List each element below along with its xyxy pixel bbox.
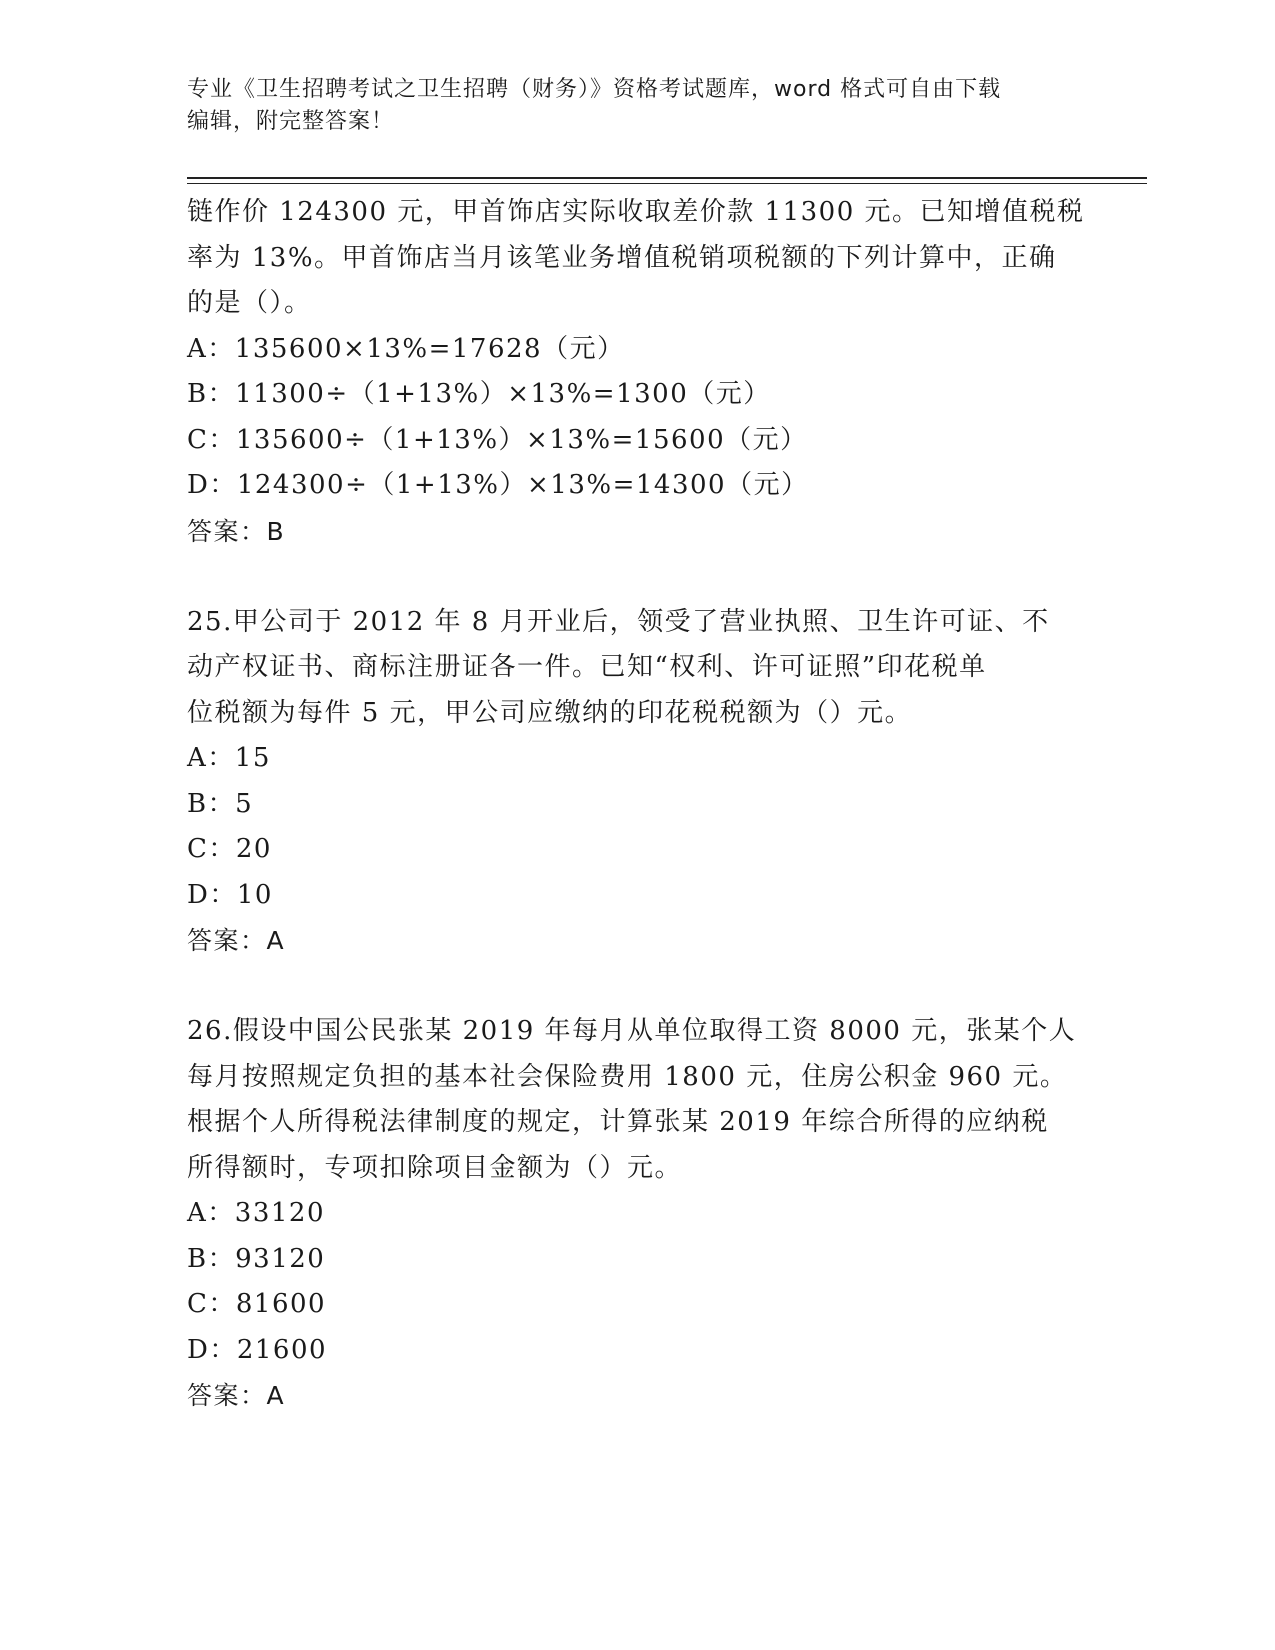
spacer <box>187 554 1087 600</box>
option-a: A：135600×13%=17628（元） <box>187 333 625 364</box>
question-text-line: 链作价 124300 元，甲首饰店实际收取差价款 11300 元。已知增值税税 <box>187 197 1085 227</box>
question-text-line: 所得额时，专项扣除项目金额为（）元。 <box>187 1152 683 1183</box>
header-line-1: 专业《卫生招聘考试之卫生招聘（财务）》资格考试题库，word 格式可自由下载 <box>187 77 1002 102</box>
question-text-line: 25.甲公司于 2012 年 8 月开业后，领受了营业执照、卫生许可证、不 <box>187 606 1050 637</box>
spacer <box>187 964 1087 1010</box>
document-body <box>187 190 1087 1419</box>
header-divider-thick <box>187 177 1147 179</box>
question-26 <box>187 1009 1087 1419</box>
question-text-line: 根据个人所得税法律制度的规定，计算张某 2019 年综合所得的应纳税 <box>187 1107 1049 1137</box>
option-c: C：135600÷（1+13%）×13%=15600（元） <box>187 424 808 455</box>
option-c: C：81600 <box>187 1289 327 1319</box>
answer: 答案：A <box>187 926 286 955</box>
option-c: C：20 <box>187 834 272 864</box>
question-text-line: 动产权证书、商标注册证各一件。已知“权利、许可证照”印花税单 <box>187 652 987 682</box>
header-divider-thin <box>187 183 1147 184</box>
option-d: D：21600 <box>187 1334 328 1365</box>
question-text-line: 率为 13%。甲首饰店当月该笔业务增值税销项税额的下列计算中，正确 <box>187 242 1057 273</box>
question-text-line: 每月按照规定负担的基本社会保险费用 1800 元，住房公积金 960 元。 <box>187 1061 1068 1092</box>
page-header <box>187 74 1087 138</box>
option-d: D：124300÷（1+13%）×13%=14300（元） <box>187 470 809 500</box>
answer: 答案：A <box>187 1381 286 1410</box>
option-d: D：10 <box>187 879 273 910</box>
option-a: A：33120 <box>187 1198 325 1228</box>
header-line-2: 编辑，附完整答案！ <box>187 109 395 134</box>
option-b: B：93120 <box>187 1243 326 1274</box>
question-text-line: 的是（）。 <box>187 288 312 318</box>
question-text-line: 位税额为每件 5 元，甲公司应缴纳的印花税税额为（）元。 <box>187 697 913 728</box>
option-a: A：15 <box>187 743 271 773</box>
question-25 <box>187 600 1087 964</box>
option-b: B：5 <box>187 788 254 819</box>
answer: 答案：B <box>187 516 286 546</box>
question-text-line: 26.假设中国公民张某 2019 年每月从单位取得工资 8000 元，张某个人 <box>187 1016 1077 1046</box>
option-b: B：11300÷（1+13%）×13%=1300（元） <box>187 379 771 409</box>
question-24 <box>187 190 1087 554</box>
